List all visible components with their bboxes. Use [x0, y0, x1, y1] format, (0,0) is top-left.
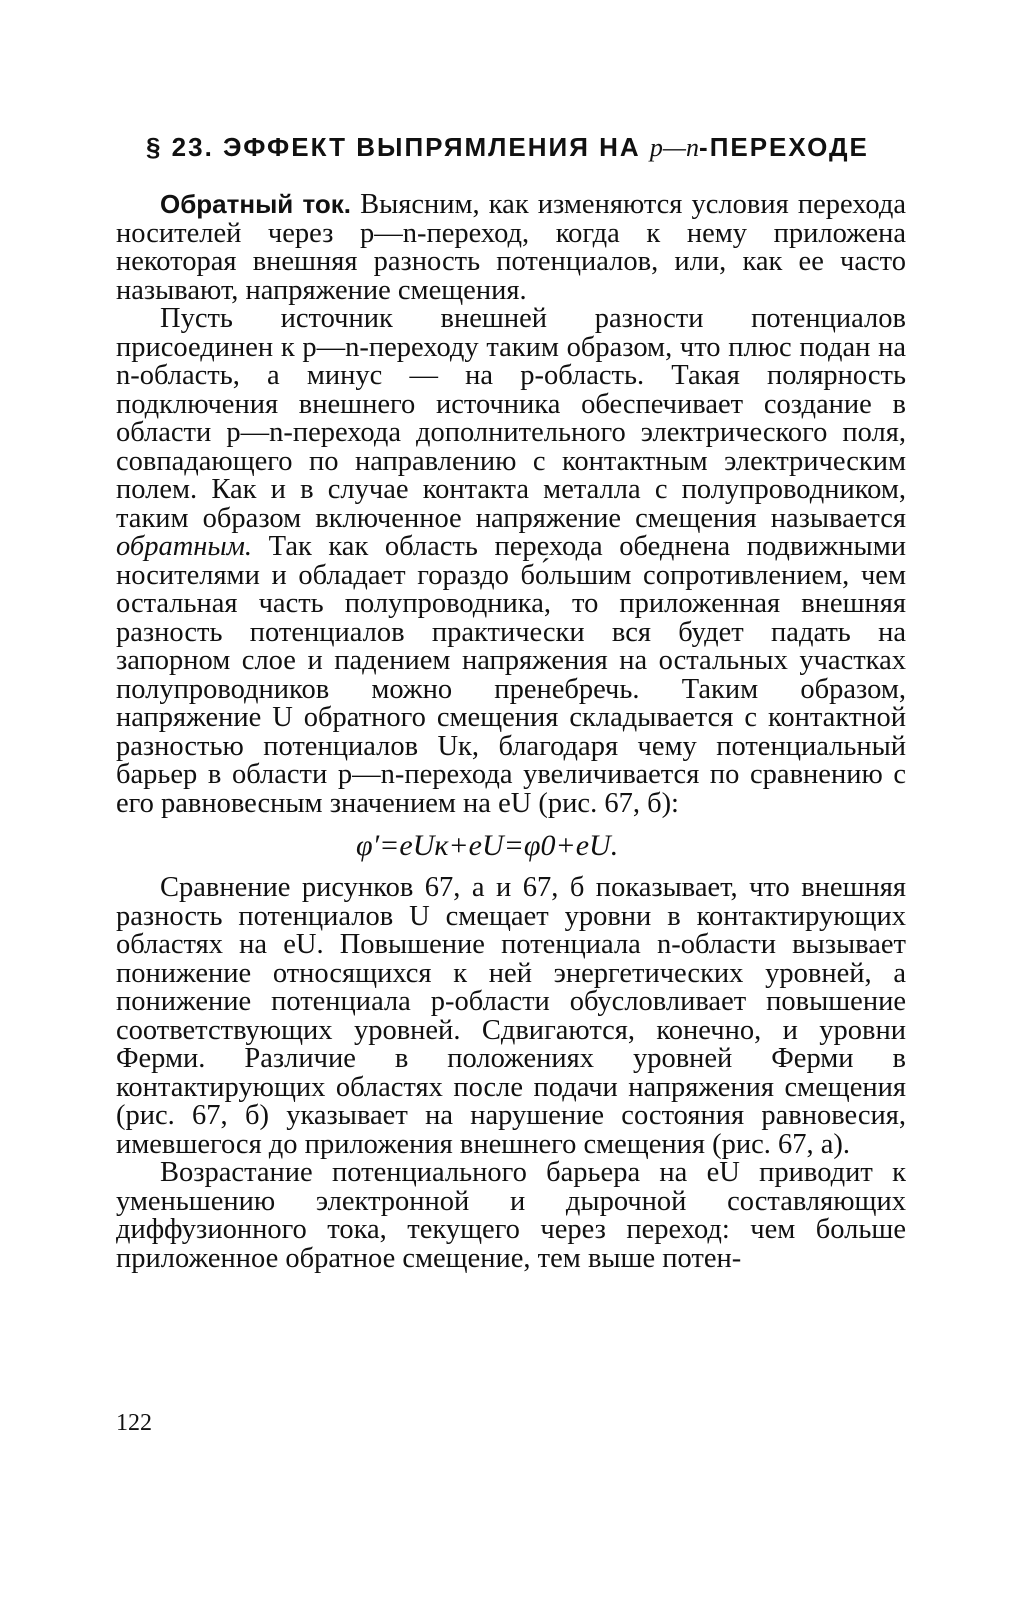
paragraph-comparison	[116, 874, 906, 1159]
emphasized-term: обратным.	[116, 531, 253, 562]
page-number: 122	[116, 1410, 152, 1436]
paragraph-text: Выясним, как изменяются условия перехода носителей через p—n-переход, когда к нему приложена некоторая внешняя разность потенциалов, или, как ее часто называют, напряжение смещения.	[116, 189, 906, 306]
formula: φ′=eUк+eU=φ0+eU.	[356, 829, 619, 862]
paragraph-barrier-growth	[116, 1159, 906, 1273]
paragraph-text: Возрастание потенциального барьера на eU приводит к уменьшению электронной и дырочной составляющих диффузионного тока, текущего через переход: чем больше приложенное обратное смещение, тем выше потен-	[116, 1157, 906, 1274]
paragraph-text-continued: Так как область перехода обеднена подвижными носителями и обладает гораздо бо́льшим сопротивлением, чем остальная часть полупроводника, то приложенная внешняя разность потенциалов практически вся будет падать на запорном слое и падением напряжения на остальных участках полупроводников можно пренебречь. Таким образом, напряжение U обратного смещения складывается с контактной разностью потенциалов Uк, благодаря чему потенциальный барьер в области p—n-перехода увеличивается по сравнению с его равновесным значением на eU (рис. 67, б):	[116, 531, 906, 819]
section-heading	[146, 132, 876, 163]
paragraph-polarity	[116, 305, 906, 818]
paragraph-text: Сравнение рисунков 67, а и 67, б показывает, что внешняя разность потенциалов U смещает уровни в контактирующих областях на eU. Повышение потенциала n-области вызывает понижение относящихся к ней энергетических уровней, а понижение потенциала p-области обусловливает повышение соответствующих уровней. Сдвигаются, конечно, и уровни Ферми. Различие в положениях уровней Ферми в контактирующих областях после подачи напряжения смещения (рис. 67, б) указывает на нарушение состояния равновесия, имевшегося до приложения внешнего смещения (рис. 67, а).	[116, 872, 906, 1160]
paragraph-reverse-current	[116, 190, 906, 305]
book-page	[116, 0, 906, 1600]
paragraph-text: Пусть источник внешней разности потенциалов присоединен к p—n-переходу таким образом, что плюс подан на n-область, а минус — на p-область. Такая полярность подключения внешнего источника обеспечивает создание в области p—n-перехода дополнительного электрического поля, совпадающего по направлению с контактным электрическим полем. Как и в случае контакта металла с полупроводником, таким образом включенное напряжение смещения называется	[116, 303, 906, 534]
heading-symbol: p—n	[649, 133, 700, 162]
body-text	[116, 190, 906, 1273]
paragraph-lead: Обратный ток.	[160, 189, 351, 219]
heading-suffix: -ПЕРЕХОДЕ	[699, 132, 869, 162]
heading-prefix: § 23. ЭФФЕКТ ВЫПРЯМЛЕНИЯ НА	[146, 132, 650, 162]
